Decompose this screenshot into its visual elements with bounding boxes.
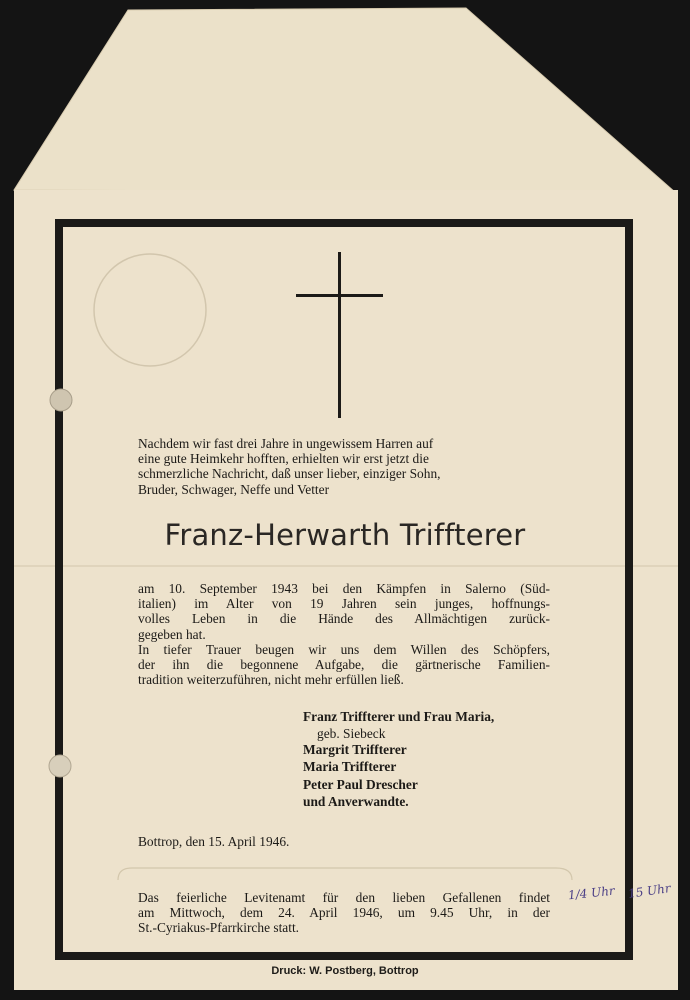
mourner-relatives: und Anverwandte. — [303, 794, 409, 809]
printer-credit: Druck: W. Postberg, Bottrop — [271, 965, 419, 977]
envelope-flap — [14, 8, 676, 193]
place-date: Bottrop, den 15. April 1946. — [138, 834, 290, 849]
body-line: In tiefer Trauer beugen wir uns dem Willen des Schöpfers, — [138, 641, 550, 657]
notice-line: am Mittwoch, dem 24. April 1946, um 9.45 Uhr, in der — [138, 905, 550, 921]
body-line: volles Leben in die Hände des Allmächtigen zurück- — [138, 611, 550, 627]
intro-line: schmerzliche Nachricht, daß unser lieber, einziger Sohn, — [138, 466, 441, 482]
intro-line: eine gute Heimkehr hofften, erhielten wir erst jetzt die — [138, 451, 429, 467]
body-line: der ihn die begonnene Aufgabe, die gärtnerische Familien- — [138, 657, 550, 673]
intro-line: Nachdem wir fast drei Jahre in ungewissem Harren auf — [138, 436, 434, 451]
mourners-list — [303, 708, 563, 811]
service-notice — [138, 890, 550, 936]
intro-line: Bruder, Schwager, Neffe und Vetter — [138, 481, 330, 497]
mourner-parents: Franz Triffterer und Frau Maria, — [303, 709, 495, 724]
handwritten-note: 15 Uhr — [627, 881, 672, 901]
body-line: tradition weiterzuführen, nicht mehr erfüllen ließ. — [138, 672, 404, 688]
punch-hole-bottom — [49, 755, 71, 777]
body-line: am 10. September 1943 bei den Kämpfen in Salerno (Süd- — [138, 581, 550, 596]
notice-line: St.-Cyriakus-Pfarrkirche statt. — [138, 920, 300, 936]
mourner-relative: Peter Paul Drescher — [303, 776, 418, 792]
body-line: gegeben hat. — [138, 626, 206, 642]
body-paragraph — [138, 581, 550, 687]
mourner-maiden-name: geb. Siebeck — [317, 725, 386, 741]
intro-paragraph — [138, 436, 550, 497]
notice-line: Das feierliche Levitenamt für den lieben Gefallenen findet — [138, 890, 550, 905]
mourner-sister: Maria Triffterer — [303, 759, 397, 774]
body-line: italien) im Alter von 19 Jahren sein junges, hoffnungs- — [138, 596, 550, 612]
deceased-name: Franz-Herwarth Triffterer — [164, 518, 526, 552]
punch-hole-top — [50, 389, 72, 411]
mourner-sister: Margrit Triffterer — [303, 741, 407, 757]
handwritten-note: 1/4 Uhr — [567, 883, 616, 903]
